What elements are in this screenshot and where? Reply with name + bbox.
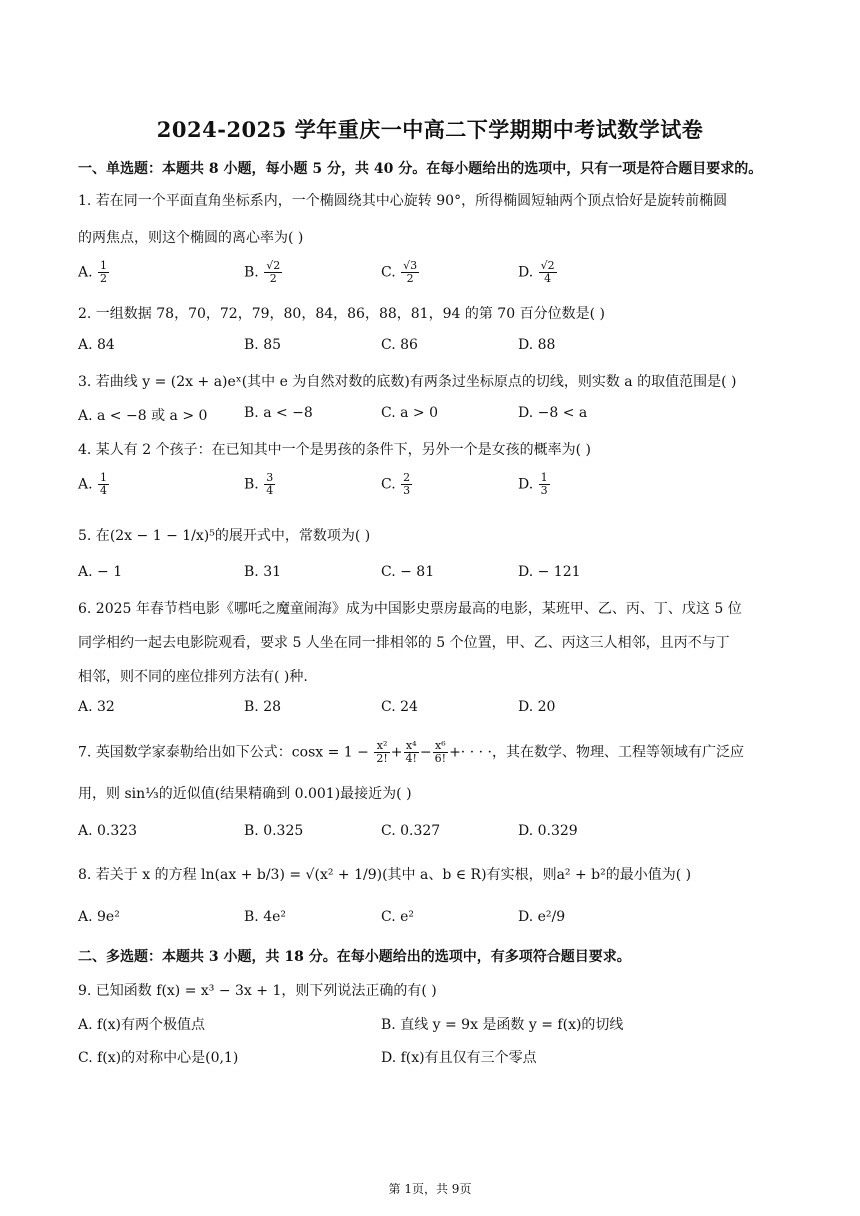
fraction-denominator: 3 [540, 484, 548, 497]
question-3-option-c[interactable]: C. a > 0 [381, 405, 438, 421]
section-multi-choice-heading: 二、多选题：本题共 3 小题，共 18 分。在每小题给出的选项中，有多项符合题目要求。 [78, 949, 631, 965]
fraction-denominator: 4 [100, 484, 108, 497]
fraction [539, 260, 557, 285]
fraction [264, 472, 275, 497]
fraction [401, 472, 412, 497]
question-7-prefix: 7. 英国数学家泰勒给出如下公式：cosx = 1 − [78, 744, 369, 761]
fraction-denominator: 4 [544, 272, 552, 285]
question-7-option-b[interactable]: B. 0.325 [244, 823, 304, 839]
question-4-option-b[interactable] [244, 472, 276, 497]
fraction-denominator: 4 [266, 484, 274, 497]
question-3-option-d[interactable]: D. −8 < a [518, 405, 588, 421]
fraction [264, 260, 282, 285]
question-1-option-c[interactable] [381, 260, 420, 285]
question-6-line-3: 相邻，则不同的座位排列方法有( )种. [78, 669, 308, 685]
question-6-option-a[interactable]: A. 32 [78, 699, 115, 715]
question-4-option-c[interactable] [381, 472, 413, 497]
fraction-numerator: √3 [403, 259, 418, 272]
question-8-option-b[interactable]: B. 4e² [244, 909, 286, 925]
question-8-option-c[interactable]: C. e² [381, 909, 415, 925]
question-6-option-c[interactable]: C. 24 [381, 699, 418, 715]
question-7-option-d[interactable]: D. 0.329 [518, 823, 578, 839]
question-1-line-1: 1. 若在同一个平面直角坐标系内，一个椭圆绕其中心旋转 90°，所得椭圆短轴两个顶点恰好是旋转前椭圆 [78, 193, 728, 209]
fraction-numerator: 2 [403, 471, 411, 484]
question-1-option-d[interactable] [518, 260, 558, 285]
question-7-option-a[interactable]: A. 0.323 [78, 823, 138, 839]
option-label: A. [78, 476, 93, 493]
question-8-line-1: 8. 若关于 x 的方程 ln(ax + b/3) = √(x² + 1/9)(其中 a、b ∈ R)有实根，则a² + b²的最小值为( ) [78, 867, 692, 883]
question-8-option-a[interactable]: A. 9e² [78, 909, 120, 925]
question-5-expression: (2x − 1 − 1/x)⁵ [109, 528, 215, 544]
question-2-option-d[interactable]: D. 88 [518, 337, 556, 353]
question-1-line-2: 的两焦点，则这个椭圆的离心率为( ) [78, 230, 304, 246]
fraction-x4-over-4fact: $\frac{\text{x⁴}}{4!}$ [405, 739, 417, 765]
question-2-option-a[interactable]: A. 84 [78, 337, 115, 353]
option-label: A. [78, 264, 93, 281]
question-7-suffix: ，其在数学、物理、工程等领域有广泛应 [491, 744, 744, 761]
fraction-numerator: 1 [100, 471, 108, 484]
question-6-line-2: 同学相约一起去电影院观看，要求 5 人坐在同一排相邻的 5 个位置，甲、乙、丙这三人相邻，且丙不与丁 [78, 635, 730, 651]
question-8-option-d[interactable]: D. e²/9 [518, 909, 566, 925]
question-5-option-c[interactable]: C. − 81 [381, 564, 435, 580]
option-label: B. [244, 476, 259, 493]
question-9-option-d[interactable]: D. f(x)有且仅有三个零点 [381, 1050, 537, 1066]
question-3-line-1: 3. 若曲线 y = (2x + a)eˣ(其中 e 为自然对数的底数)有两条过坐标原点的切线，则实数 a 的取值范围是( ) [78, 374, 737, 390]
option-label: C. [381, 264, 396, 281]
question-3-option-a[interactable]: A. a < −8 或 a > 0 [78, 408, 208, 424]
question-5-option-a[interactable]: A. − 1 [78, 564, 123, 580]
question-2-option-b[interactable]: B. 85 [244, 337, 282, 353]
fraction-numerator: 3 [266, 471, 274, 484]
question-6-option-b[interactable]: B. 28 [244, 699, 282, 715]
question-3-option-b[interactable]: B. a < −8 [244, 405, 313, 421]
fraction [98, 472, 109, 497]
option-label: B. [244, 264, 259, 281]
question-6-option-d[interactable]: D. 20 [518, 699, 556, 715]
fraction-numerator: 1 [100, 259, 108, 272]
fraction-denominator: 2 [269, 272, 277, 285]
fraction-numerator: 1 [540, 471, 548, 484]
question-9-option-c[interactable]: C. f(x)的对称中心是(0,1) [78, 1050, 239, 1066]
option-label: D. [518, 264, 534, 281]
question-4-option-d[interactable] [518, 472, 551, 497]
question-9-option-a[interactable]: A. f(x)有两个极值点 [78, 1017, 206, 1033]
question-1-option-a[interactable] [78, 260, 110, 285]
question-5-line-1 [78, 525, 370, 545]
fraction-numerator: √2 [540, 259, 555, 272]
fraction [401, 260, 419, 285]
fraction-denominator: 2 [406, 272, 414, 285]
fraction-x2-over-2fact: $\frac{\text{x²}}{2!}$ [376, 739, 388, 765]
question-4-line-1: 4. 某人有 2 个孩子：在已知其中一个是男孩的条件下，另外一个是女孩的概率为( ) [78, 442, 591, 458]
question-7-line-1: 7. 英国数学家泰勒给出如下公式：cosx = 1 − $\frac{\text{x²}}{2!}$ + $\frac{\text{x⁴}}{4!}$ − $\frac{\text{x⁶}}{6!}$ +· · · ·，其在数学、物理、工程等领域有广泛应 [78, 739, 744, 765]
page-title: 2024-2025 学年重庆一中高二下学期期中考试数学试卷 [156, 117, 704, 142]
page-footer: 第 1页，共 9页 [388, 1182, 472, 1196]
question-5-suffix: 的展开式中，常数项为( ) [214, 528, 371, 544]
fraction [98, 260, 109, 285]
question-2-option-c[interactable]: C. 86 [381, 337, 418, 353]
fraction-denominator: 3 [403, 484, 411, 497]
fraction-numerator: √2 [266, 259, 281, 272]
question-5-prefix: 5. 在 [78, 528, 110, 544]
question-5-option-d[interactable]: D. − 121 [518, 564, 581, 580]
question-5-option-b[interactable]: B. 31 [244, 564, 282, 580]
fraction [539, 472, 550, 497]
section-single-choice-heading: 一、单选题：本题共 8 小题，每小题 5 分，共 40 分。在每小题给出的选项中，只有一项是符合题目要求的。 [78, 161, 763, 177]
question-4-option-a[interactable] [78, 472, 110, 497]
question-9-option-b[interactable]: B. 直线 y = 9x 是函数 y = f(x)的切线 [381, 1017, 624, 1033]
fraction-denominator: 2 [100, 272, 108, 285]
question-7-option-c[interactable]: C. 0.327 [381, 823, 441, 839]
question-6-line-1: 6. 2025 年春节档电影《哪吒之魔童闹海》成为中国影史票房最高的电影，某班甲、乙、丙、丁、戊这 5 位 [78, 601, 742, 617]
option-label: D. [518, 476, 534, 493]
fraction-x6-over-6fact: $\frac{\text{x⁶}}{6!}$ [434, 739, 447, 765]
question-9-line-1: 9. 已知函数 f(x) = x³ − 3x + 1，则下列说法正确的有( ) [78, 983, 437, 999]
question-1-option-b[interactable] [244, 260, 283, 285]
option-label: C. [381, 476, 396, 493]
question-7-line-2: 用，则 sin⅓的近似值(结果精确到 0.001)最接近为( ) [78, 786, 412, 802]
question-2-line-1: 2. 一组数据 78，70，72，79，80，84，86，88，81，94 的第 70 百分位数是( ) [78, 306, 605, 322]
